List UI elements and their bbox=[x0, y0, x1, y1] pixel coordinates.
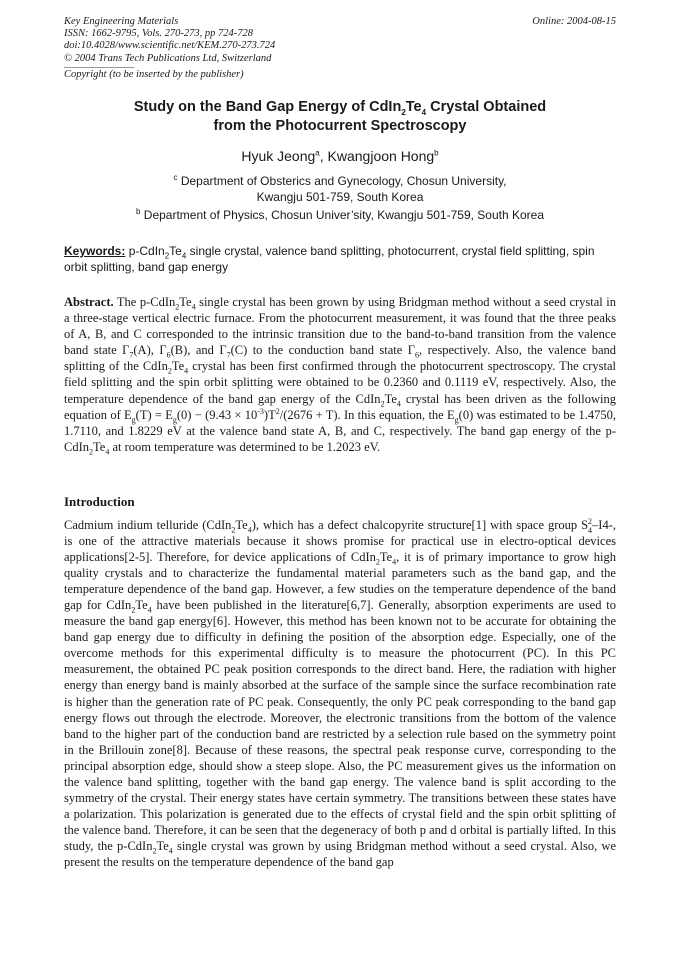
author-2: Kwangjoon Hong bbox=[327, 148, 435, 164]
keywords-label: Keywords: bbox=[64, 244, 126, 258]
affiliation-b: $^b$ Department of Physics, Chosun Univer’sity, Kwangju 501-759, South Korea bbox=[135, 207, 544, 222]
abstract: Abstract. The $p-CdIn_2Te_4$ single crystal has been grown by using Bridgman method without a seed crystal in a three-stage vertical electric furnace. From the photocurrent measurement, it was found that the three peaks of A, B, and C corresponded to the intrinsic transition due to the band-to-band transition from the valence band state $\Gamma_7(A)$, $\Gamma_6(B)$, and $\Gamma_7(C)$ to the conduction band state $\Gamma_6$, respectively. Also, the valence band splitting of the $CdIn_2Te_4$ crystal has been first confirmed through the photocurrent spectroscopy. The crystal field splitting and the spin orbit splitting were obtained to be 0.2360 and 0.1119 eV, respectively. Also, the temperature dependence of the band gap energy of the $CdIn_2Te_4$ crystal has been driven as the following equation of $E_g(T) = E_g(0) - (9.43 \times 10^{-3})T^2/(2676 + T)$. In this equation, the $E_g(0)$ was estimated to be 1.4750, 1.7110, and 1.8229 eV at the valence band state A, B, and C, respectively. The band gap energy of the $p-CdIn_2Te_4$ at room temperature was determined to be 1.2023 eV. bbox=[64, 295, 617, 457]
introduction-heading: Introduction bbox=[64, 494, 135, 509]
header-divider bbox=[64, 67, 134, 68]
copyright-note: Copyright (to be inserted by the publisher) bbox=[64, 68, 244, 80]
paper-title bbox=[64, 98, 616, 136]
publisher-copyright: © 2004 Trans Tech Publications Ltd, Switzerland bbox=[64, 52, 272, 64]
journal-name: Key Engineering Materials bbox=[64, 16, 179, 27]
author-list: Hyuk Jeong$^a$, Kwangjoon Hong$^b$ bbox=[241, 148, 439, 164]
keywords: Keywords: $p-CdIn_2Te_4$ single crystal, valence band splitting, photocurrent, crystal field splitting, spin orbit splitting, band gap energy bbox=[64, 244, 595, 274]
abstract-label: Abstract. bbox=[64, 295, 114, 309]
introduction-paragraph: Cadmium indium telluride $(CdIn_2Te_4)$, which has a defect chalcopyrite structure[1] with space group $S^2_4-I4-$, is one of the attractive materials because it shows promise for practical use in electro-optical devices applications[2-5]. Therefore, for device applications of $CdIn_2Te_4$, it is of primary importance to grow high quality crystals and to characterize the fundamental material parameters such as the band gap, and the temperature dependence of the band gap. However, a few studies on the temperature dependence of the band gap for $CdIn_2Te_4$ have been published in the literature[6,7]. Generally, absorption experiments are used to measure the band gap energy[6]. However, this method has been known not to be accurate for obtaining the band gap energy due to difficulty in defining the position of the absorption edge. Especially, one of the overcome methods for this experimental difficulty is to measure the photocurrent (PC). In this PC measurement, the obtained PC peak position corresponds to the direct band. Here, the radiation with higher energy than energy band is mainly absorbed at the surface of the sample since the surface recombination rate is higher than the generation rate of PC peak. Consequently, the only PC peak corresponding to the band gap energy flows out through the electrode. Moreover, the electronic transitions from the bottom of the valence band to the higher part of the conduction band are restricted by a selection rule based on the symmetry point in the Brillouin zone[8]. Because of these reasons, the spectral peak response curve, corresponding to the principal absorption edge, should show a steep slope. Also, the PC measurement gives us the information on the valence band splitting, together with the band gap energy. The valence band is split according to the symmetry of the crystal. Their energy states have certain symmetry. The transitions between these states have a polarization. This polarization is generated due to the effects of crystal field and the spin orbit splitting of the valence band. Therefore, it can be seen that the degeneracy of both p and d orbital is partially lifted. In this study, the $p-CdIn_2Te_4$ single crystal was grown by using Bridgman method without a seed crystal. Also, we present the results on the temperature dependence of the band gap bbox=[64, 516, 616, 869]
title-line-2: from the Photocurrent Spectroscopy bbox=[213, 118, 467, 134]
doi-line: doi:10.4028/www.scientific.net/KEM.270-273.724 bbox=[64, 40, 276, 52]
title-line-1: Study on the Band Gap Energy of $CdIn_2Te_4$ Crystal Obtained bbox=[133, 99, 547, 117]
affiliation-c: $^c$ Department of Obsterics and Gynecology, Chosun University, Kwangju 501-759, South Korea bbox=[173, 173, 507, 204]
journal-header bbox=[64, 16, 616, 81]
issn-line: ISSN: 1662-9795, Vols. 270-273, pp 724-728 bbox=[64, 28, 253, 40]
online-date: Online: 2004-08-15 bbox=[532, 16, 616, 27]
author-1: Hyuk Jeong bbox=[241, 148, 316, 164]
